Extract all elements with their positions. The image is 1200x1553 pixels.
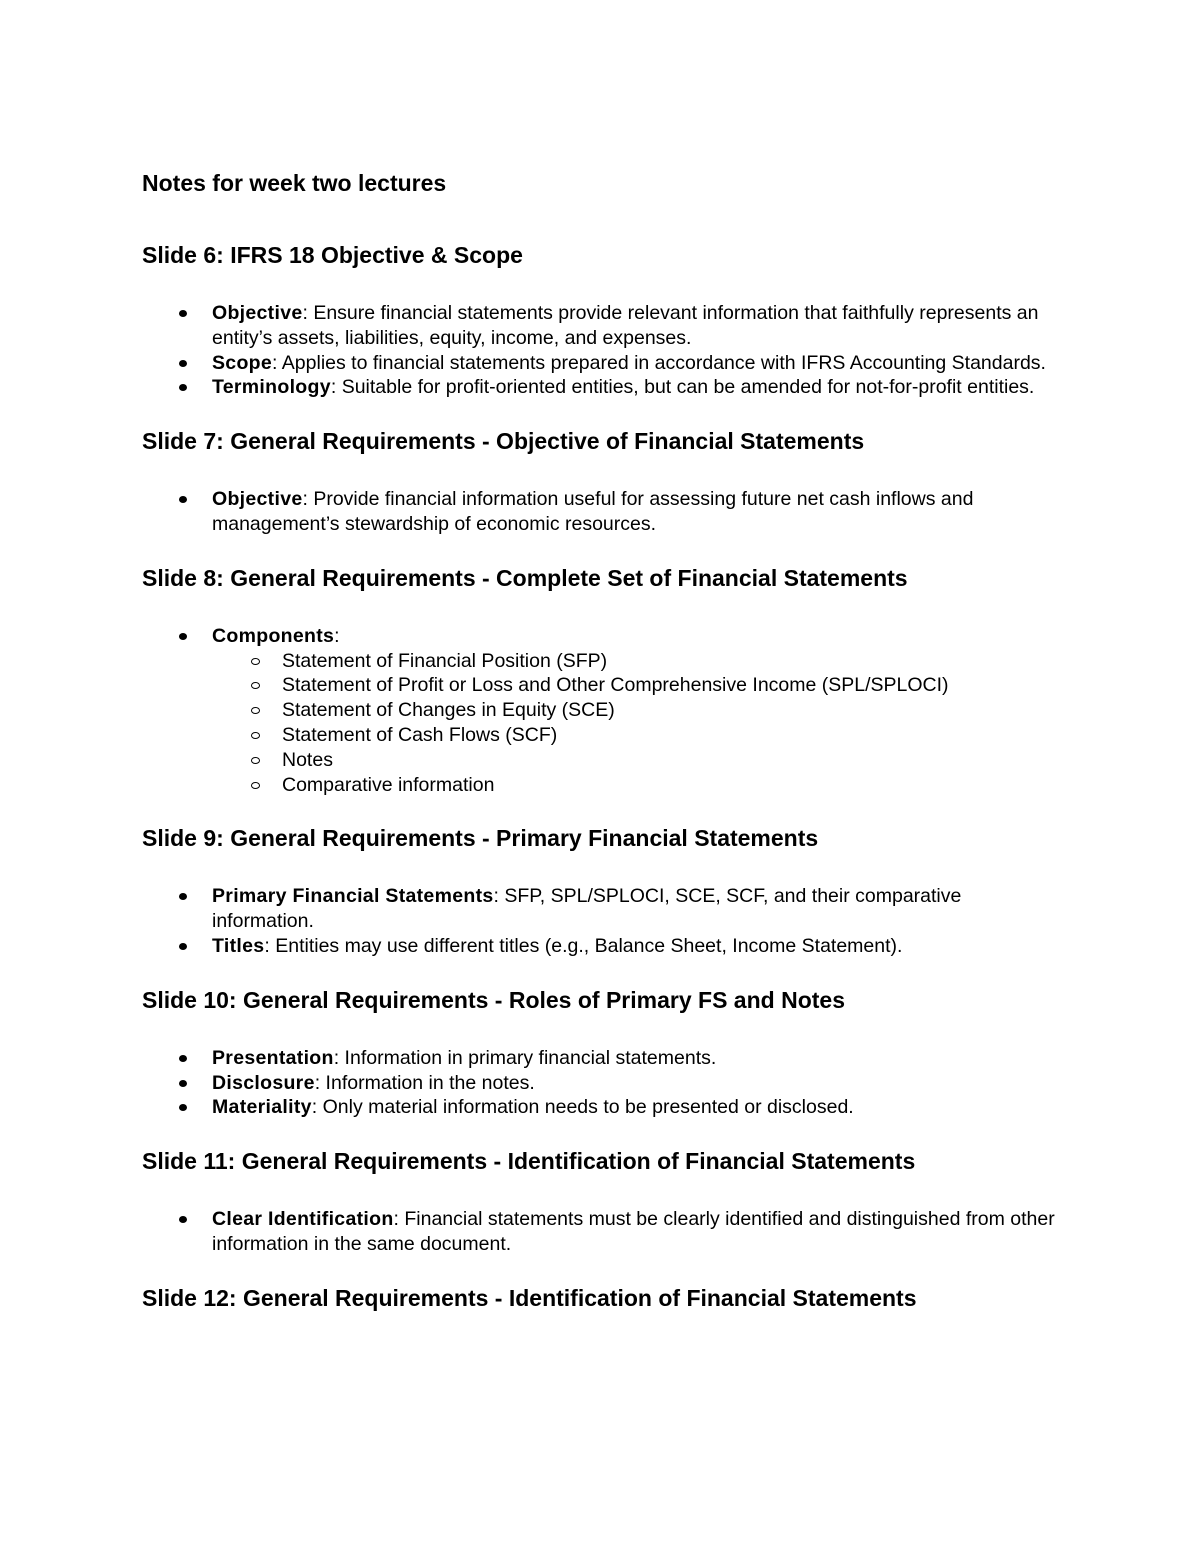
section-slide-7 (142, 426, 1062, 537)
item-text: : Ensure financial statements provide relevant information that faithfully represents an entity’s assets, liabilities, equity, income, and expenses. (212, 302, 1039, 349)
document-page (142, 168, 1062, 1313)
section-slide-10 (142, 985, 1062, 1120)
section-slide-12 (142, 1283, 1062, 1313)
section-slide-8 (142, 563, 1062, 798)
bullet-icon (179, 1080, 187, 1087)
list-item (142, 301, 1062, 351)
sub-list-item (142, 649, 1062, 674)
item-term: Scope (212, 351, 273, 374)
item-text: : Suitable for profit-oriented entities, but can be amended for not-for-profit entities. (330, 376, 1035, 399)
item-term: Terminology (212, 376, 331, 399)
section-slide-9 (142, 823, 1062, 958)
list-item (142, 375, 1062, 400)
item-text: : Applies to financial statements prepared in accordance with IFRS Accounting Standards. (272, 351, 1046, 374)
list-item (142, 624, 1062, 649)
section-heading: Slide 9: General Requirements - Primary Financial Statements (142, 825, 819, 852)
section-slide-11 (142, 1146, 1062, 1257)
section-heading: Slide 11: General Requirements - Identification of Financial Statements (142, 1148, 916, 1175)
item-term: Disclosure (212, 1071, 315, 1094)
sub-item-text: Notes (282, 748, 333, 771)
item-text: : Entities may use different titles (e.g., Balance Sheet, Income Statement). (264, 934, 903, 957)
bullet-icon (179, 384, 187, 391)
list-item (142, 1071, 1062, 1096)
item-term: Titles (212, 934, 265, 957)
sub-item-text: Statement of Financial Position (SFP) (282, 649, 608, 672)
sub-item-text: Statement of Changes in Equity (SCE) (282, 699, 615, 722)
bullet-icon (179, 633, 187, 640)
sub-list-item (142, 723, 1062, 748)
sub-item-text: Comparative information (282, 773, 495, 796)
section-heading: Slide 10: General Requirements - Roles of Primary FS and Notes (142, 986, 845, 1013)
sub-list (142, 649, 1062, 798)
item-term: Materiality (212, 1096, 312, 1119)
bullet-icon (179, 360, 187, 367)
list-item (142, 884, 1062, 934)
item-text: : Information in primary financial statements. (333, 1046, 717, 1069)
sub-item-text: Statement of Cash Flows (SCF) (282, 723, 558, 746)
item-term: Objective (212, 302, 303, 324)
bullet-list (142, 884, 1062, 958)
circle-bullet-icon (251, 658, 260, 665)
bullet-icon (179, 893, 187, 900)
item-term: Primary Financial Statements (212, 885, 494, 908)
list-item (142, 487, 1062, 537)
sub-item-text: Statement of Profit or Loss and Other Comprehensive Income (SPL/SPLOCI) (282, 674, 949, 697)
list-item (142, 934, 1062, 959)
item-term: Presentation (212, 1046, 334, 1069)
item-text: : Financial statements must be clearly identified and distinguished from other information in the same document. (212, 1208, 1055, 1255)
item-text: : Provide financial information useful for assessing future net cash inflows and management’s stewardship of economic resources. (212, 488, 974, 535)
section-heading: Slide 7: General Requirements - Objective of Financial Statements (142, 428, 865, 455)
list-item (142, 1207, 1062, 1257)
bullet-list (142, 624, 1062, 649)
bullet-list (142, 487, 1062, 537)
bullet-list (142, 1046, 1062, 1120)
section-slide-6 (142, 240, 1062, 400)
bullet-icon (179, 496, 187, 503)
bullet-icon (179, 1216, 187, 1223)
bullet-list (142, 301, 1062, 400)
sub-list-item (142, 673, 1062, 698)
bullet-icon (179, 1055, 187, 1062)
sub-list-item (142, 748, 1062, 773)
item-term: Objective (212, 488, 303, 511)
section-heading: Slide 8: General Requirements - Complete Set of Financial Statements (142, 564, 908, 591)
item-term: Components (212, 624, 335, 647)
circle-bullet-icon (251, 682, 260, 689)
section-heading: Slide 6: IFRS 18 Objective & Scope (142, 242, 523, 268)
bullet-icon (179, 310, 187, 317)
circle-bullet-icon (251, 782, 260, 789)
section-heading: Slide 12: General Requirements - Identification of Financial Statements (142, 1284, 917, 1311)
item-text: : SFP, SPL/SPLOCI, SCE, SCF, and their comparative information. (212, 885, 962, 933)
bullet-list (142, 1207, 1062, 1257)
sub-list-item (142, 773, 1062, 798)
circle-bullet-icon (251, 757, 260, 764)
item-text: : Only material information needs to be presented or disclosed. (311, 1096, 854, 1119)
sub-list-item (142, 698, 1062, 723)
list-item (142, 1046, 1062, 1071)
bullet-icon (179, 943, 187, 950)
document-title: Notes for week two lectures (142, 170, 447, 196)
bullet-icon (179, 1104, 187, 1111)
item-text: : Information in the notes. (314, 1071, 535, 1094)
item-term: Clear Identification (212, 1208, 394, 1231)
circle-bullet-icon (251, 732, 260, 739)
item-text: : (334, 624, 340, 647)
circle-bullet-icon (251, 707, 260, 714)
list-item (142, 351, 1062, 376)
list-item (142, 1095, 1062, 1120)
